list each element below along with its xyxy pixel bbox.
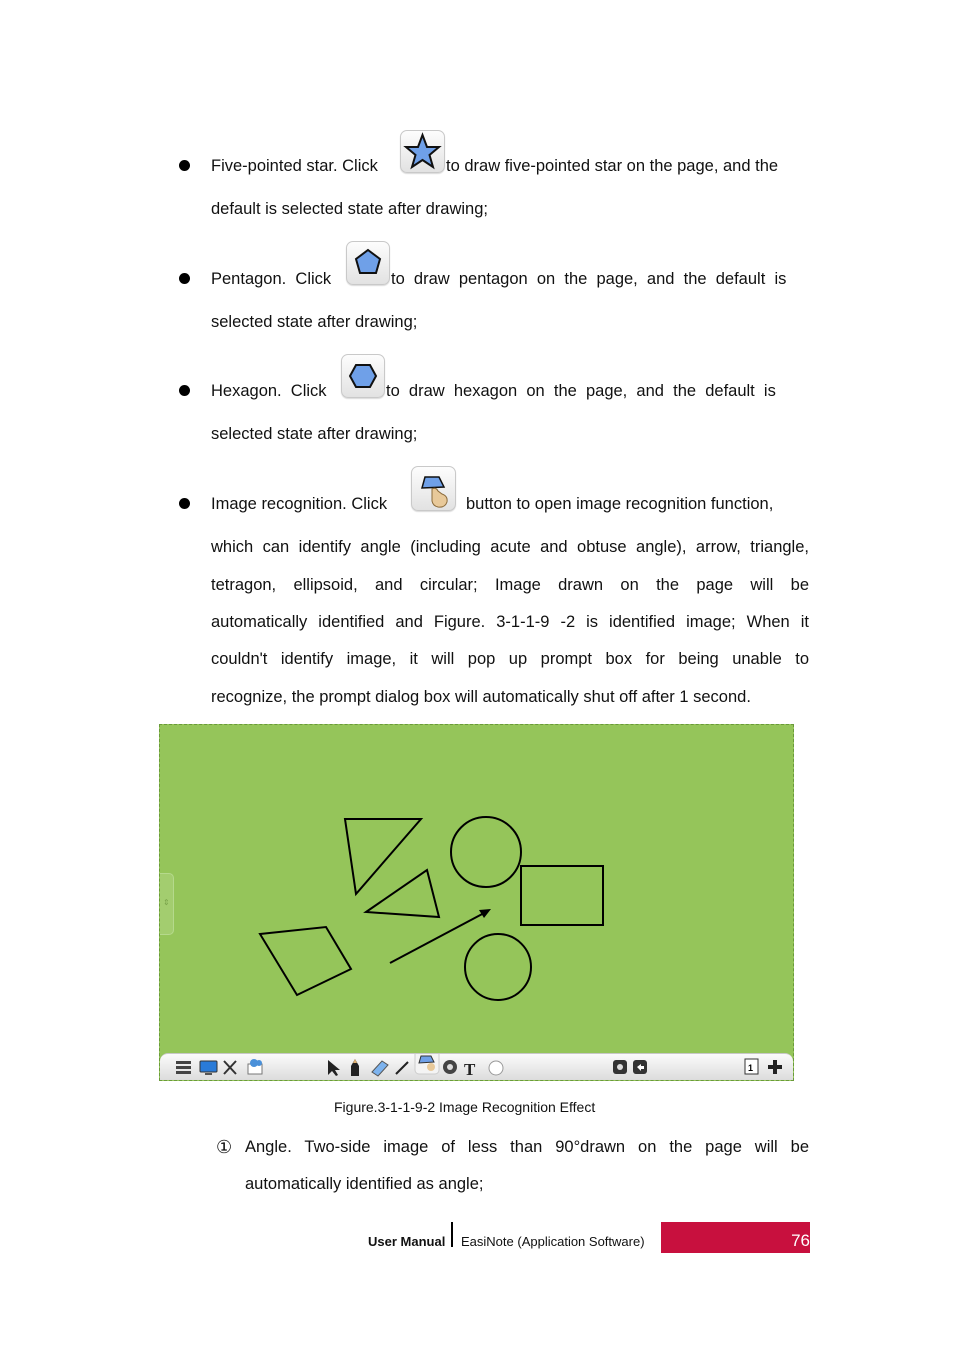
footer-product: EasiNote (Application Software) (461, 1234, 645, 1249)
list-item-line2: automatically identified as angle; (245, 1175, 484, 1193)
page-number-box (661, 1222, 810, 1253)
bullet-text (211, 156, 378, 176)
undo-icon (633, 1060, 647, 1074)
eraser-icon (372, 1061, 388, 1076)
app-toolbar (160, 1053, 793, 1080)
page-number-icon (745, 1059, 758, 1074)
capture-icon (613, 1060, 627, 1074)
screen-icon (200, 1061, 217, 1075)
text-icon (464, 1060, 476, 1079)
bullet-text-cont: to draw hexagon on the page, and the default is (386, 382, 776, 400)
image-recognition-figure (159, 724, 794, 1081)
select-icon (328, 1060, 340, 1076)
pen-icon (351, 1059, 359, 1076)
bullet-dot (179, 160, 190, 171)
quadrilateral-shape (260, 927, 351, 995)
bullet-lead: Pentagon. Click (211, 270, 332, 288)
side-panel-handle[interactable]: ⇕ (160, 873, 174, 935)
list-marker: ① (216, 1137, 233, 1157)
list-item-line1: Angle. Two-side image of less than 90°drawn on the page will be (245, 1138, 809, 1156)
arrow-shape (390, 912, 486, 963)
bullet-text-cont: to draw pentagon on the page, and the default is (391, 270, 787, 288)
figure-caption: Figure.3-1-1-9-2 Image Recognition Effect (334, 1099, 596, 1115)
image-recognition-icon (411, 466, 456, 511)
bullet-text-line: recognize, the prompt dialog box will automatically shut off after 1 second. (211, 688, 751, 706)
bullet-text-line2: default is selected state after drawing; (211, 200, 488, 218)
page-number: 76 (791, 1231, 810, 1250)
add-page-icon (768, 1060, 782, 1074)
bullet-lead: Hexagon. Click (211, 382, 327, 400)
five-pointed-star-icon (400, 130, 445, 173)
bullet-text-line: which can identify angle (including acute and obtuse angle), arrow, triangle, (211, 538, 809, 556)
bullet-text-line: automatically identified and Figure. 3-1-1-9 -2 is identified image; When it (211, 613, 809, 631)
bullet-text-cont: to draw five-pointed star on the page, and the (446, 157, 779, 175)
svg-text:T: T (464, 1060, 476, 1079)
circle-bottom-shape (465, 934, 531, 1000)
tools-icon (224, 1061, 236, 1074)
menu-icon (176, 1061, 191, 1074)
footer-manual: User Manual (368, 1234, 446, 1249)
bullet-text-line2: selected state after drawing; (211, 313, 418, 331)
cloud-icon (248, 1059, 262, 1074)
spotlight-icon (443, 1060, 457, 1074)
hexagon-icon (341, 354, 385, 398)
bullet-dot (179, 498, 190, 509)
bullet-text-line2: selected state after drawing; (211, 425, 418, 443)
recognized-shapes (160, 725, 794, 1055)
bullet-text-cont: button to open image recognition function, (466, 495, 774, 513)
page-badge: 1 (748, 1063, 754, 1073)
bullet-text-line: couldn't identify image, it will pop up prompt box for being unable to (211, 650, 809, 668)
bullet-dot (179, 273, 190, 284)
rectangle-shape (521, 866, 603, 925)
pentagon-icon (346, 241, 390, 285)
bullet-lead: Image recognition. Click (211, 495, 388, 513)
bullet-dot (179, 385, 190, 396)
footer-divider (451, 1222, 453, 1247)
hand-icon (489, 1061, 503, 1075)
bullet-lead: Five-pointed star. Click (211, 157, 378, 175)
line-icon (396, 1062, 408, 1074)
image-recognition-tool-icon (415, 1054, 439, 1074)
triangle-shape (366, 870, 439, 917)
circle-top-shape (451, 817, 521, 887)
bullet-text-line: tetragon, ellipsoid, and circular; Image drawn on the page will be (211, 576, 809, 594)
